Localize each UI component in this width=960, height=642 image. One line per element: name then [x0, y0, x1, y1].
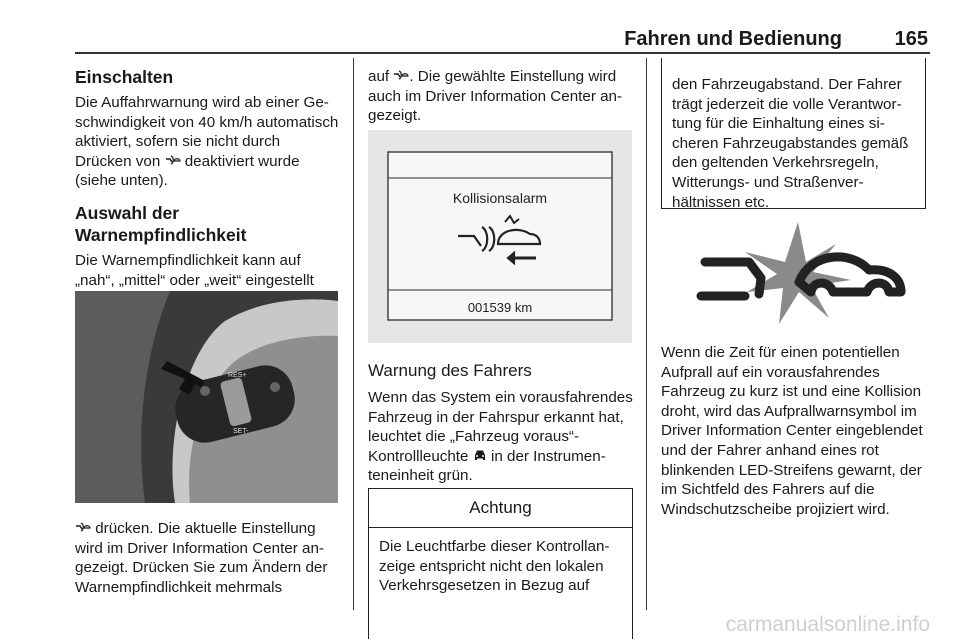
steering-wheel-photo — [75, 291, 338, 503]
res-plus-label: RES+ — [228, 372, 247, 379]
watermark: carmanualsonline.info — [725, 613, 930, 636]
paragraph-press-button: drücken. Die aktuelle Einstellung wird im Driver Information Center angezeigt. Drücken Sie zum Ändern der Warnempfindlichkeit mehrmals — [75, 520, 328, 596]
section-warnung — [368, 360, 636, 486]
heading-einschalten: Einschalten — [75, 67, 174, 87]
caution-title: Achtung — [369, 489, 632, 528]
paragraph-setting-display: auf . Die gewählte Einstellung wird auch im Driver Information Center angezeigt. — [368, 68, 623, 125]
page-title: Fahren und Bedienung — [624, 28, 842, 50]
heading-warnung: Warnung des Fahrers — [368, 361, 532, 380]
collision-alert-icon — [393, 68, 409, 82]
column-1 — [75, 58, 340, 310]
caution-text: Die Leuchtfarbe dieser Kontrollanzeige entspricht nicht den lokalen Verkehrsgesetzen in Bezug auf — [379, 538, 610, 595]
vehicle-ahead-icon — [473, 449, 487, 462]
caution-box-continued — [661, 58, 926, 209]
screen-label: Kollisionsalarm — [452, 190, 548, 206]
caution-box — [368, 488, 633, 639]
header-divider — [75, 52, 930, 54]
column-divider-2 — [646, 58, 647, 610]
dic-display-illustration — [368, 130, 632, 343]
caution-text-continued: den Fahrzeugabstand. Der Fahrer trägt jederzeit die volle Verantwortung für die Einhaltung eines sicheren Fahrzeugabstandes gemäß den geltenden Verkehrsregeln, Witterungs- und Straßenverhältnissen etc. — [672, 76, 909, 211]
paragraph-vehicle-ahead: Wenn das System ein vorausfahrendes Fahrzeug in der Fahrspur erkannt hat, leuchtet die „Fahrzeug voraus“-Kontrollleuchte in der Instrumenteneinheit grün. — [368, 389, 633, 485]
set-minus-label: SET- — [233, 428, 249, 435]
column-2 — [368, 58, 636, 126]
collision-alert-icon — [165, 153, 181, 167]
paragraph-activation: Die Auffahrwarnung wird ab einer Geschwindigkeit von 40 km/h automatisch aktiviert, sofern sie nicht durch Drücken von deaktiviert wurde (siehe unten). — [75, 94, 339, 190]
paragraph-sensitivity: Die Warnempfindlichkeit kann auf „nah“, „mittel“ oder „weit“ eingestellt — [75, 251, 314, 289]
screen-odometer: 001539 km — [467, 300, 533, 315]
page-number: 165 — [894, 28, 928, 50]
column-divider-1 — [353, 58, 354, 610]
collision-alert-icon — [75, 520, 91, 534]
heading-auswahl: Auswahl der Warnempfindlichkeit — [75, 202, 247, 245]
collision-warning-illustration — [661, 222, 925, 332]
paragraph-collision-warning: Wenn die Zeit für einen potentiellen Aufprall auf ein vorausfahrendes Fahrzeug zu kurz ist und eine Kollision droht, wird das Aufprallwarnsymbol im Driver Information Center eingeblendet und der Fahrer anhand eines rot blinkenden LED-Streifens gewarnt, der im Sichtfeld des Fahrers auf die Windschutzscheibe projiziert wird. — [661, 344, 923, 518]
steering-wheel-illustration — [75, 291, 338, 503]
page-header — [75, 28, 930, 54]
